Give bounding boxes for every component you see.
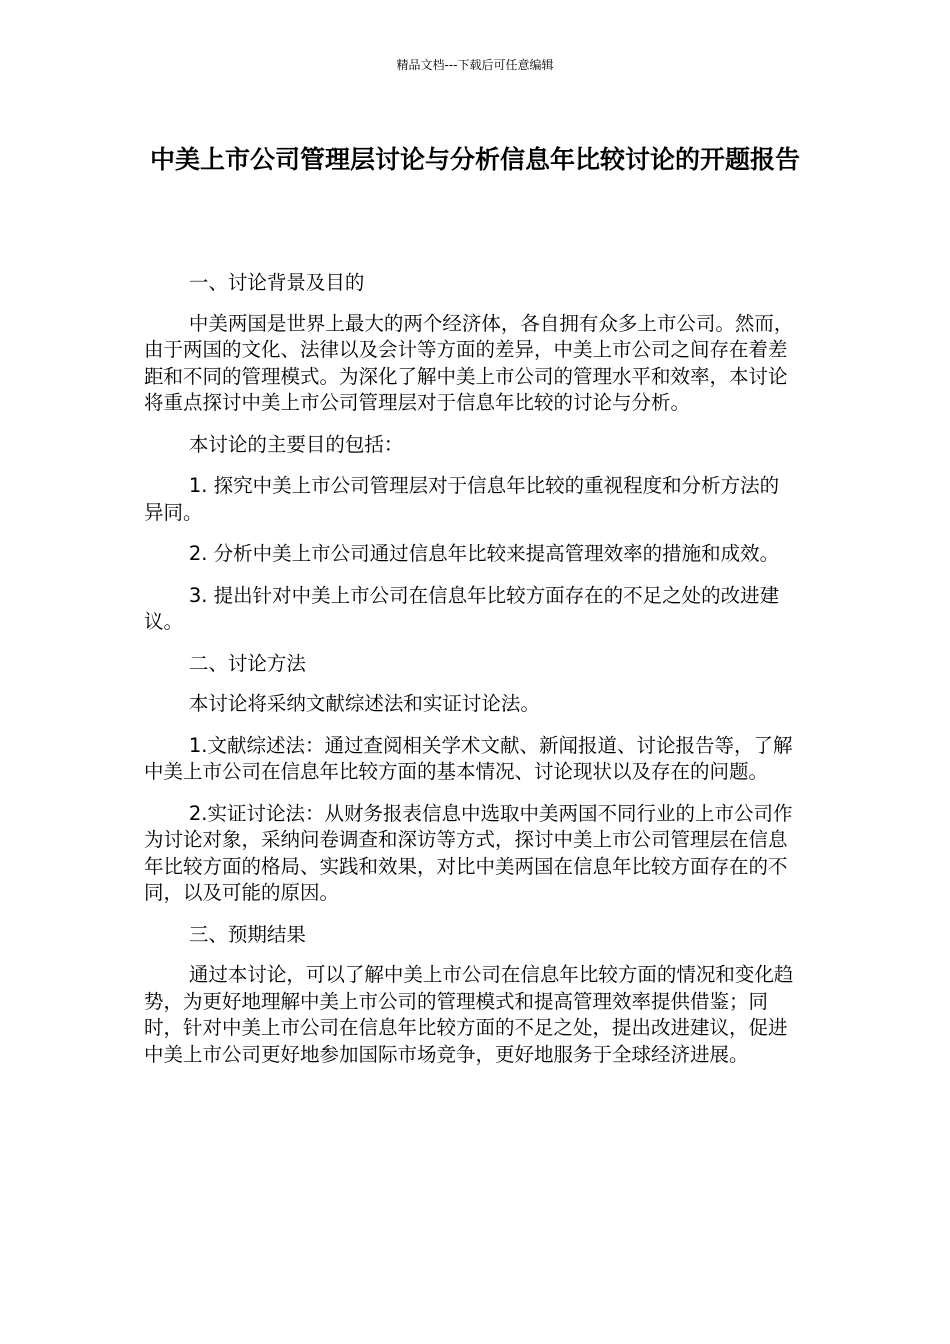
paragraph-objectives-intro: 本讨论的主要目的包括： (188, 432, 404, 456)
paragraph-expected-results: 通过本讨论，可以了解中美上市公司在信息年比较方面的情况和变化趋势，为更好地理解中美上市公司的管理模式和提高管理效率提供借鉴；同时，针对中美上市公司在信息年比较方面的不足之处，提出改进建议，促进中美上市公司更好地参加国际市场竞争，更好地服务于全球经济进展。 (144, 963, 794, 1066)
page-header-note: 精品文档---下载后可任意编辑 (396, 58, 554, 72)
document-title: 中美上市公司管理层讨论与分析信息年比较讨论的开题报告 (149, 145, 800, 174)
paragraph-background: 中美两国是世界上最大的两个经济体，各自拥有众多上市公司。然而，由于两国的文化、法律以及会计等方面的差异，中美上市公司之间存在着差距和不同的管理模式。为深化了解中美上市公司的管理水平和效率，本讨论将重点探讨中美上市公司管理层对于信息年比较的讨论与分析。 (144, 311, 794, 414)
section-heading-methods: 二、讨论方法 (188, 651, 306, 675)
objective-item-1: 1. 探究中美上市公司管理层对于信息年比较的重视程度和分析方法的异同。 (144, 474, 780, 524)
paragraph-methods-intro: 本讨论将采纳文献综述法和实证讨论法。 (188, 692, 540, 715)
document-body (144, 270, 794, 1083)
method-item-empirical: 2.实证讨论法：从财务报表信息中选取中美两国不同行业的上市公司作为讨论对象，采纳问卷调查和深访等方式，探讨中美上市公司管理层在信息年比较方面的格局、实践和效果，对比中美两国在信息年比较方面存在的不同，以及可能的原因。 (144, 801, 793, 904)
section-heading-expected-results: 三、预期结果 (188, 922, 306, 946)
section-heading-background: 一、讨论背景及目的 (188, 271, 365, 294)
objective-item-2: 2. 分析中美上市公司通过信息年比较来提高管理效率的措施和成效。 (188, 542, 780, 565)
objective-item-3: 3. 提出针对中美上市公司在信息年比较方面存在的不足之处的改进建议。 (144, 583, 780, 633)
method-item-literature-review: 1.文献综述法：通过查阅相关学术文献、新闻报道、讨论报告等，了解中美上市公司在信息年比较方面的基本情况、讨论现状以及存在的问题。 (144, 733, 793, 783)
